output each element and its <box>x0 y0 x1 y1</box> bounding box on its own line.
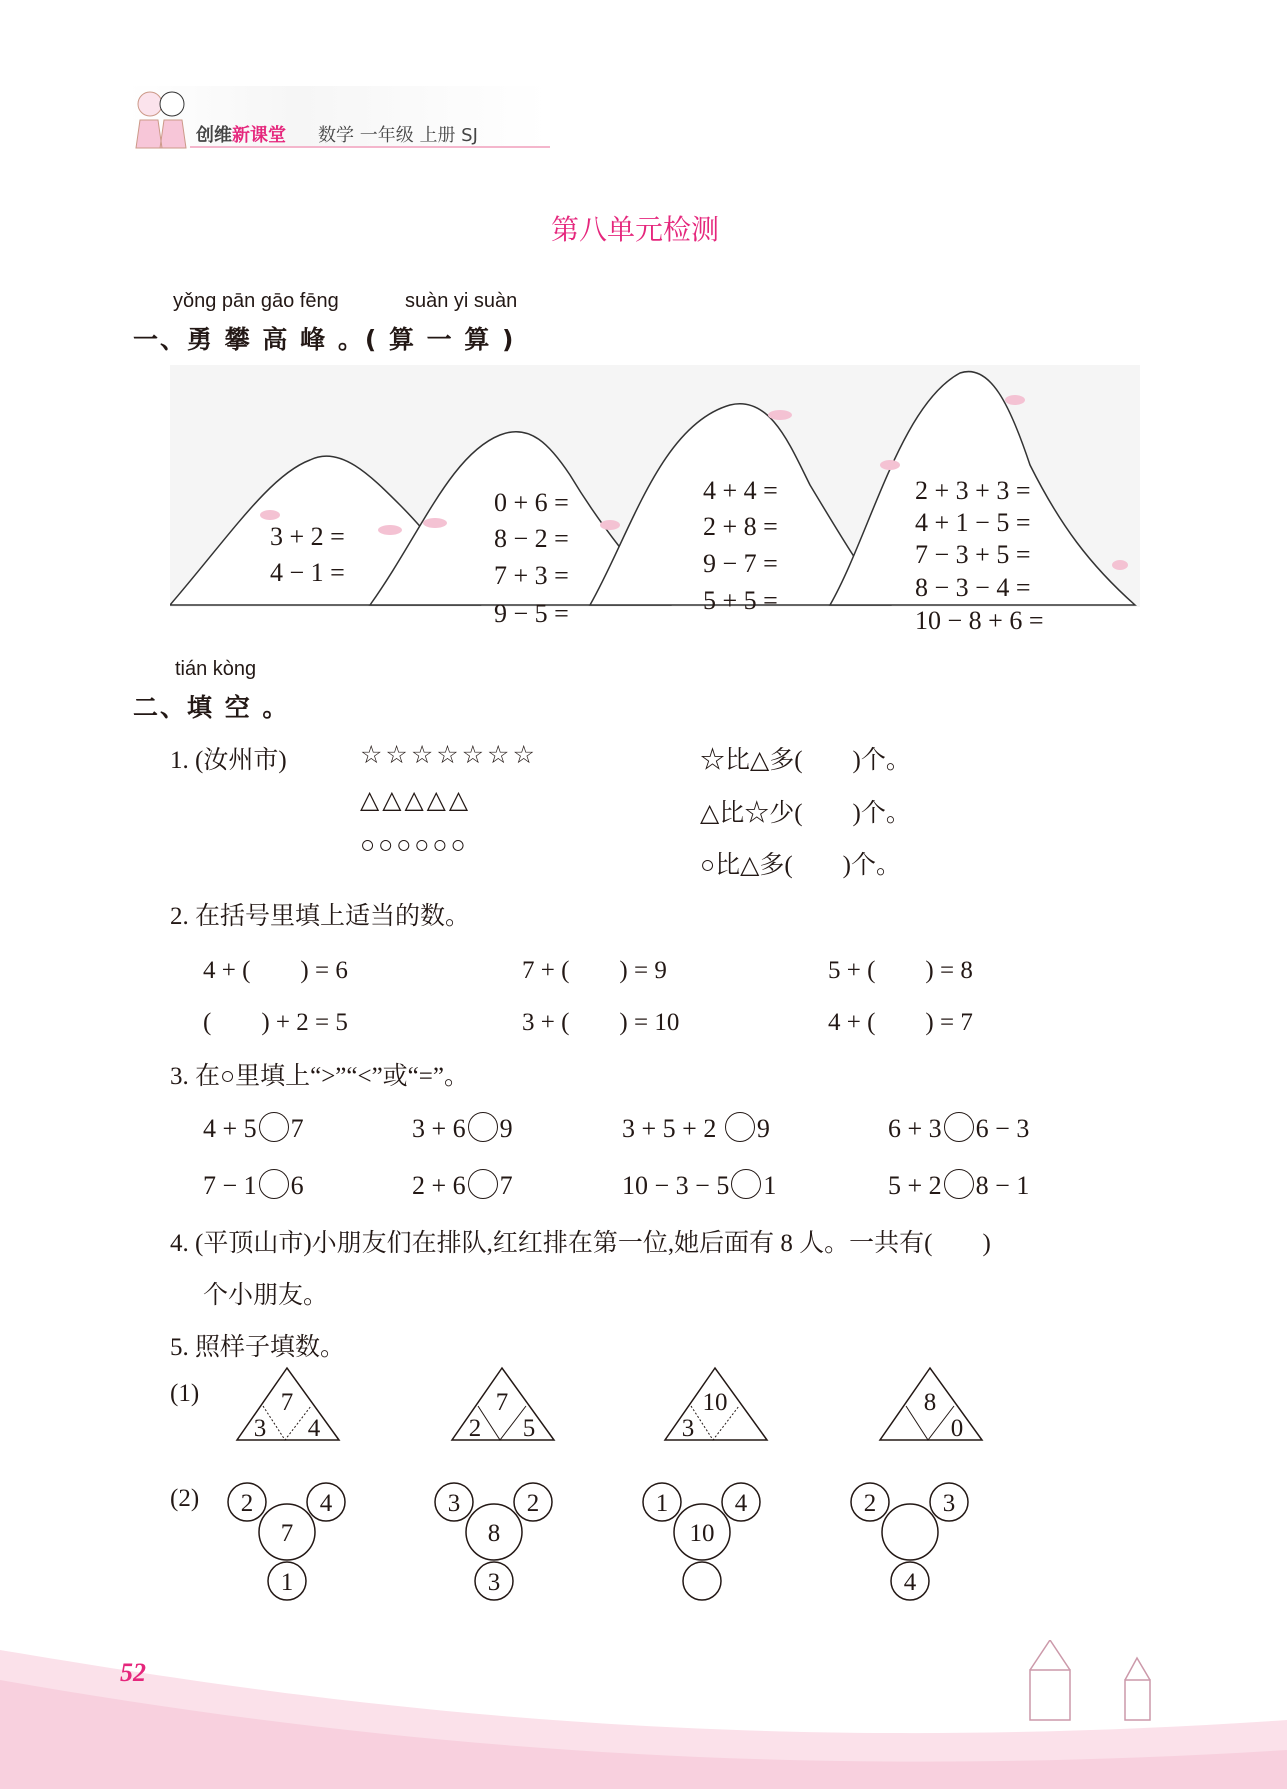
q5-label: 5. 照样子填数。 <box>170 1334 346 1361</box>
q2-item: ( ) + 2 = 5 <box>203 1009 348 1036</box>
left-expr: 3 + 5 + 2 <box>622 1114 723 1143</box>
number-triangle <box>663 1366 773 1444</box>
triangle-top: 10 <box>702 1389 728 1416</box>
q2-item: 4 + ( ) = 7 <box>828 1009 973 1036</box>
q2-item: 3 + ( ) = 10 <box>522 1009 680 1036</box>
q3-label: 3. 在○里填上“>”“<”或“=”。 <box>170 1063 469 1090</box>
q2-item: 4 + ( ) = 6 <box>203 957 348 984</box>
q2-item: 7 + ( ) = 9 <box>522 957 667 984</box>
right-expr: 6 − 3 <box>975 1114 1030 1143</box>
triangle-right: 0 <box>950 1415 964 1442</box>
compare-circle[interactable] <box>944 1169 974 1199</box>
compare-circle[interactable] <box>259 1169 289 1199</box>
q1-question: △比☆少( )个。 <box>700 800 911 827</box>
right-expr: 8 − 1 <box>975 1171 1030 1200</box>
left-expr: 10 − 3 − 5 <box>622 1171 730 1200</box>
triangle-left: 3 <box>253 1415 267 1442</box>
pinyin: yǒng pān gāo fēng <box>173 290 339 312</box>
q4-text: 个小朋友。 <box>203 1282 329 1309</box>
circle-left: 2 <box>863 1490 877 1517</box>
equation: 8 − 3 − 4 = <box>915 573 1031 602</box>
circle-center: 8 <box>487 1520 501 1547</box>
right-expr: 7 <box>290 1114 304 1143</box>
comparison-item <box>412 1112 513 1144</box>
circle-center: 10 <box>689 1520 715 1547</box>
q1-label: 1. (汝州市) <box>170 747 287 774</box>
circle-bottom: 4 <box>903 1569 917 1596</box>
right-expr: 1 <box>763 1171 777 1200</box>
circle-right: 3 <box>942 1490 956 1517</box>
equation: 9 − 7 = <box>703 549 778 578</box>
number-triangle <box>450 1366 560 1444</box>
number-circles <box>227 1480 357 1605</box>
comparison-item <box>203 1169 304 1201</box>
brand-label: 创维新课堂 <box>196 125 286 146</box>
number-triangle <box>878 1366 988 1444</box>
comparison-item <box>888 1112 1029 1144</box>
equation: 2 + 8 = <box>703 512 778 541</box>
equation: 2 + 3 + 3 = <box>915 476 1031 505</box>
triangle-left: 3 <box>681 1415 695 1442</box>
triangle-left: 2 <box>468 1415 482 1442</box>
circle-left: 1 <box>655 1490 669 1517</box>
circle-left: 3 <box>447 1490 461 1517</box>
right-expr: 7 <box>499 1171 513 1200</box>
triangle-right: 5 <box>522 1415 536 1442</box>
circle-left: 2 <box>240 1490 254 1517</box>
right-expr: 6 <box>290 1171 304 1200</box>
page-number: 52 <box>120 1658 146 1687</box>
left-expr: 7 − 1 <box>203 1171 257 1200</box>
q5-part2-label: (2) <box>170 1485 200 1512</box>
circles-row: ○○○○○○ <box>360 832 469 859</box>
triangles-row: △△△△△ <box>360 787 472 814</box>
equation: 4 + 4 = <box>703 476 778 505</box>
equation: 0 + 6 = <box>494 488 569 517</box>
triangle-top: 7 <box>495 1389 509 1416</box>
q2-item: 5 + ( ) = 8 <box>828 957 973 984</box>
compare-circle[interactable] <box>259 1112 289 1142</box>
equation: 10 − 8 + 6 = <box>915 606 1044 635</box>
left-expr: 2 + 6 <box>412 1171 466 1200</box>
comparison-item <box>622 1112 770 1144</box>
comparison-item <box>622 1169 776 1201</box>
book-subtitle: 数学 一年级 上册 SJ <box>318 125 478 146</box>
q1-question: ☆比△多( )个。 <box>700 747 911 774</box>
q2-label: 2. 在括号里填上适当的数。 <box>170 903 471 930</box>
circle-bottom: 1 <box>280 1569 294 1596</box>
triangle-right: 4 <box>307 1415 321 1442</box>
compare-circle[interactable] <box>731 1169 761 1199</box>
stars-row: ☆☆☆☆☆☆☆ <box>360 742 538 769</box>
compare-circle[interactable] <box>468 1169 498 1199</box>
equation: 8 − 2 = <box>494 524 569 553</box>
left-expr: 4 + 5 <box>203 1114 257 1143</box>
circle-right: 4 <box>734 1490 748 1517</box>
comparison-item <box>888 1169 1029 1201</box>
right-expr: 9 <box>499 1114 513 1143</box>
section1-heading: 一、勇 攀 高 峰 。( 算 一 算 ) <box>133 325 516 354</box>
q4-text: 4. (平顶山市)小朋友们在排队,红红排在第一位,她后面有 8 人。一共有( ) <box>170 1230 991 1257</box>
number-circles <box>642 1480 772 1605</box>
equation: 4 − 1 = <box>270 558 345 587</box>
q5-part1-label: (1) <box>170 1380 200 1407</box>
circle-right: 2 <box>526 1490 540 1517</box>
left-expr: 5 + 2 <box>888 1171 942 1200</box>
page-title: 第八单元检测 <box>550 213 719 246</box>
equation: 7 + 3 = <box>494 561 569 590</box>
equation: 3 + 2 = <box>270 522 345 551</box>
triangle-top: 8 <box>923 1389 937 1416</box>
compare-circle[interactable] <box>725 1112 755 1142</box>
equation: 7 − 3 + 5 = <box>915 540 1031 569</box>
pinyin: tián kòng <box>175 658 257 680</box>
triangle-top: 7 <box>280 1389 294 1416</box>
number-triangle <box>235 1366 345 1444</box>
left-expr: 6 + 3 <box>888 1114 942 1143</box>
circle-right: 4 <box>319 1490 333 1517</box>
number-circles <box>434 1480 564 1605</box>
pinyin: suàn yi suàn <box>405 290 518 312</box>
circle-bottom: 3 <box>487 1569 501 1596</box>
q1-question: ○比△多( )个。 <box>700 852 901 879</box>
equation: 4 + 1 − 5 = <box>915 508 1031 537</box>
compare-circle[interactable] <box>944 1112 974 1142</box>
circle-center: 7 <box>280 1520 294 1547</box>
girls-illustration-icon <box>128 82 198 152</box>
equation: 9 − 5 = <box>494 599 569 628</box>
section2-heading: 二、填 空 。 <box>133 693 290 722</box>
number-circles <box>850 1480 980 1605</box>
left-expr: 3 + 6 <box>412 1114 466 1143</box>
comparison-item <box>203 1112 304 1144</box>
bottom-wave <box>0 1640 1287 1789</box>
right-expr: 9 <box>756 1114 770 1143</box>
equation: 5 + 5 = <box>703 586 778 615</box>
compare-circle[interactable] <box>468 1112 498 1142</box>
comparison-item <box>412 1169 513 1201</box>
